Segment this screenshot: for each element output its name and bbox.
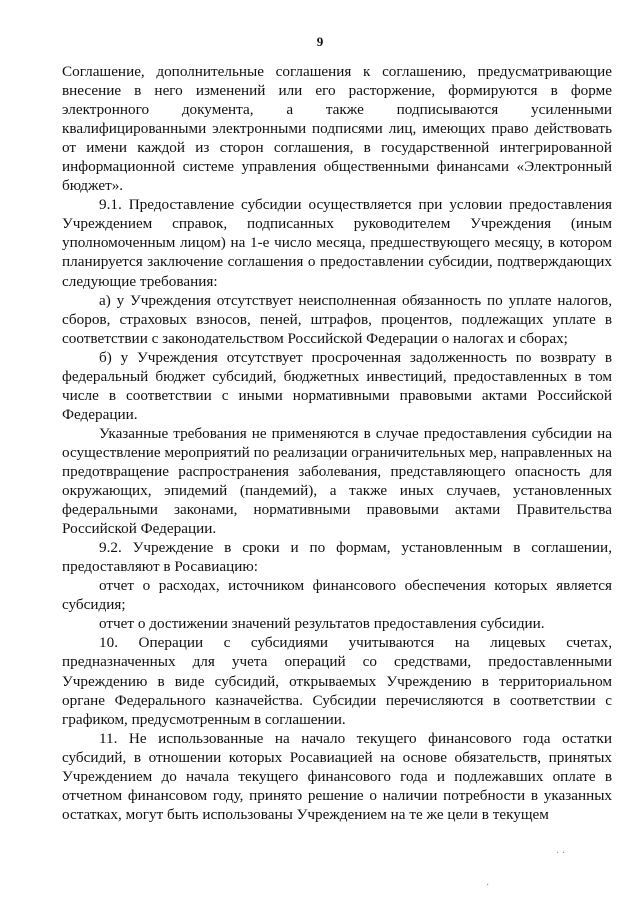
- scan-speck: ·: [486, 880, 490, 891]
- paragraph-requirement-b: б) у Учреждения отсутствует просроченная задолженность по возврату в федеральный бюджет субсидий, бюджетных инвестиций, предоставленных в том числе в соответствии с иными нормативными правовыми актами Российской Федерации.: [62, 348, 612, 423]
- paragraph-exceptions: Указанные требования не применяются в случае предоставления субсидии на осуществление мероприятий по реализации ограничительных мер, направленных на предотвращение распространения заболевания, представляющего опасность для окружающих, эпидемий (пандемий), а также иных случаев, установленных федеральными законами, нормативными правовыми актами Правительства Российской Федерации.: [62, 424, 612, 538]
- scan-speck: · ·: [556, 848, 566, 859]
- page-number: 9: [316, 34, 324, 49]
- paragraph-agreement-continuation: Соглашение, дополнительные соглашения к соглашению, предусматривающие внесение в него изменений или его расторжение, формируются в форме электронного документа, а также подписываются усиленными квалифицированными электронными подписями лиц, имеющих право действовать от имени каждой из сторон соглашения, в государственной интегрированной информационной системе управления общественными финансами «Электронный бюджет».: [62, 63, 612, 195]
- paragraph-10: 10. Операции с субсидиями учитываются на лицевых счетах, предназначенных для учета операций со средствами, предоставленными Учреждению в виде субсидий, открываемых Учреждению в территориальном органе Федерального казначейства. Субсидии перечисляются в соответствии с графиком, предусмотренным в соглашении.: [62, 634, 612, 728]
- paragraph-results-report: отчет о достижении значений результатов предоставления субсидии.: [99, 615, 545, 633]
- document-body: [62, 62, 612, 824]
- paragraph-9-1: 9.1. Предоставление субсидии осуществляется при условии предоставления Учреждением справок, подписанных руководителем Учреждения (иным уполномоченным лицом) на 1-е число месяца, предшествующего месяцу, в котором планируется заключение соглашения о предоставлении субсидии, подтверждающих следующие требования:: [62, 196, 612, 290]
- paragraph-requirement-a: а) у Учреждения отсутствует неисполненная обязанность по уплате налогов, сборов, страховых взносов, пеней, штрафов, процентов, подлежащих уплате в соответствии с законодательством Российской Федерации о налогах и сборах;: [62, 291, 612, 347]
- paragraph-9-2: 9.2. Учреждение в сроки и по формам, установленным в соглашении, предоставляют в Росавиацию:: [62, 539, 612, 576]
- paragraph-11: 11. Не использованные на начало текущего финансового года остатки субсидий, в отношении которых Росавиацией на основе обязательств, принятых Учреждением до начала текущего финансового года и подлежавших оплате в отчетном финансовом году, принято решение о наличии потребности в указанных остатках, могут быть использованы Учреждением на те же цели в текущем: [62, 729, 612, 823]
- paragraph-expense-report: отчет о расходах, источником финансового обеспечения которых является субсидия;: [62, 577, 612, 614]
